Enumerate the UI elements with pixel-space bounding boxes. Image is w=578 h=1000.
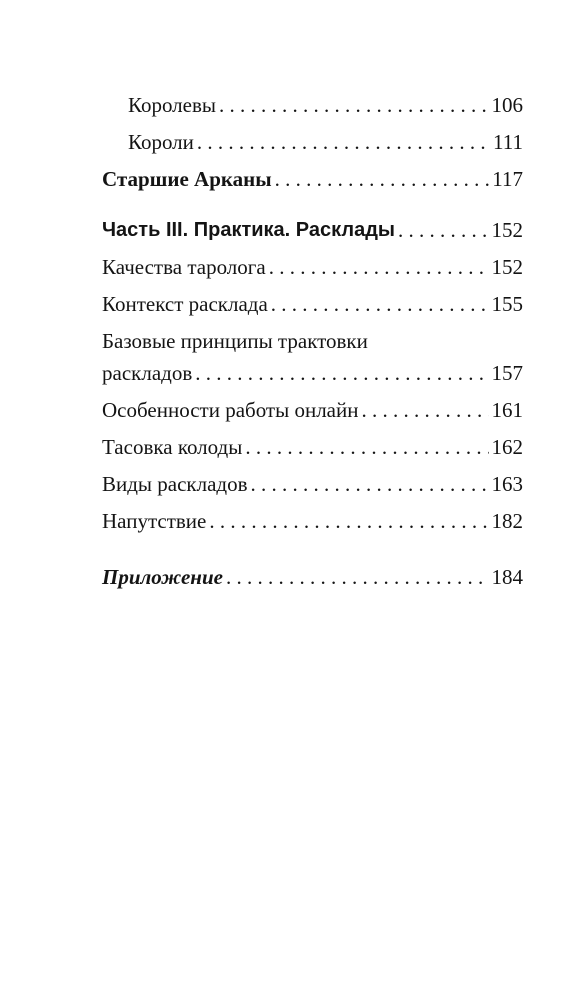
dot-leader [197, 129, 490, 155]
toc-entry-title: Королевы [128, 93, 217, 117]
toc-entry-title: Старшие Арканы [102, 167, 272, 191]
dot-leader [271, 291, 489, 317]
toc-entry-interpretation-line1[interactable]: Базовые принципы трактовки [102, 329, 368, 353]
table-of-contents [102, 92, 523, 601]
toc-entry-title: Тасовка колоды [102, 435, 243, 459]
toc-entry-title: Короли [128, 130, 194, 154]
toc-entry-page: 163 [491, 472, 523, 496]
toc-entry-title: Напутствие [102, 509, 207, 533]
toc-entry-queens[interactable] [102, 92, 523, 118]
toc-entry-title: раскладов [102, 361, 193, 385]
toc-entry-title: Качества таролога [102, 255, 266, 279]
toc-entry-page: 152 [491, 218, 523, 242]
toc-entry-page: 155 [491, 292, 523, 316]
dot-leader [245, 434, 488, 460]
dot-leader [269, 254, 489, 280]
dot-leader [398, 217, 489, 243]
toc-entry-title: Виды раскладов [102, 472, 248, 496]
toc-entry-appendix[interactable] [102, 564, 523, 590]
dot-leader [251, 471, 489, 497]
toc-entry-page: 157 [491, 361, 523, 385]
dot-leader [361, 397, 488, 423]
toc-entry-page: 182 [491, 509, 523, 533]
toc-entry-title: Часть III. Практика. Расклады [102, 219, 395, 241]
toc-entry-spread-context[interactable] [102, 291, 523, 317]
toc-entry-part-three[interactable] [102, 217, 523, 243]
toc-entry-page: 106 [491, 93, 523, 117]
toc-entry-deck-shuffling[interactable] [102, 434, 523, 460]
toc-entry-title: Приложение [102, 565, 223, 589]
toc-entry-page: 162 [491, 435, 523, 459]
toc-entry-page: 111 [493, 130, 523, 154]
toc-entry-online-work[interactable] [102, 397, 523, 423]
toc-entry-interpretation-principles[interactable] [102, 360, 523, 386]
toc-entry-page: 152 [491, 255, 523, 279]
toc-entry-page: 117 [492, 167, 523, 191]
dot-leader [195, 360, 488, 386]
toc-entry-kings[interactable] [102, 129, 523, 155]
toc-entry-spread-types[interactable] [102, 471, 523, 497]
toc-entry-tarologist-qualities[interactable] [102, 254, 523, 280]
toc-entry-parting-words[interactable] [102, 508, 523, 534]
dot-leader [226, 564, 489, 590]
dot-leader [275, 166, 490, 192]
dot-leader [219, 92, 488, 118]
toc-entry-major-arcana[interactable] [102, 166, 523, 192]
toc-entry-title: Особенности работы онлайн [102, 398, 359, 422]
toc-entry-page: 184 [491, 565, 523, 589]
toc-entry-page: 161 [491, 398, 523, 422]
dot-leader [209, 508, 488, 534]
toc-entry-title: Контекст расклада [102, 292, 268, 316]
